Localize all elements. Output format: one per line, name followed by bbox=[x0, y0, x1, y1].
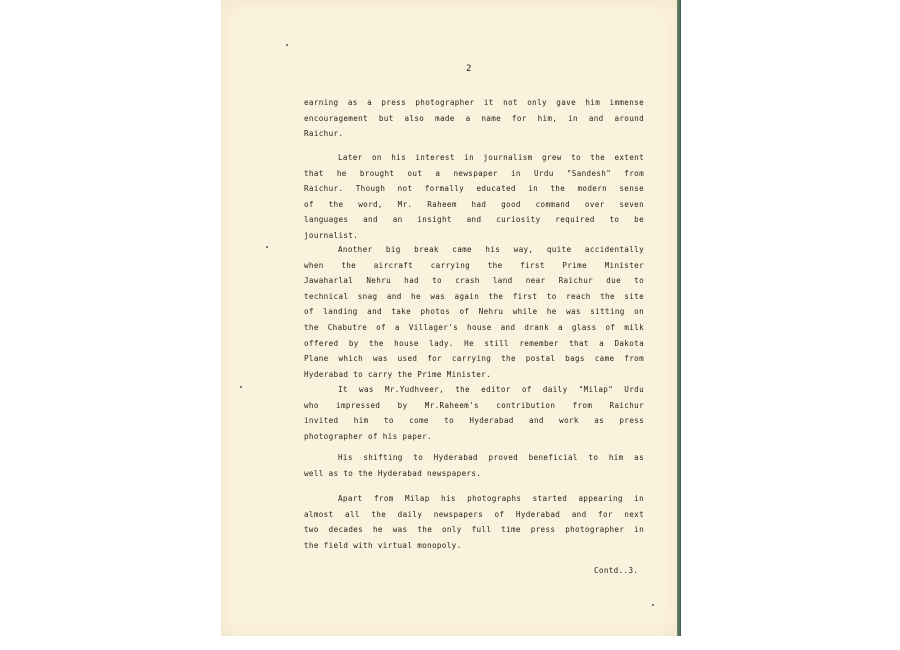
text-line: of landing and take photos of Nehru while he was sitting on bbox=[304, 307, 644, 317]
text-line: Hyderabad to carry the Prime Minister. bbox=[304, 369, 492, 379]
text-line: languages and an insight and curiosity required to be bbox=[304, 215, 644, 225]
text-line: Apart from Milap his photographs started appearing in bbox=[338, 494, 644, 503]
text-line: technical snag and he was again the first to reach the site bbox=[304, 291, 644, 301]
paragraph-6 bbox=[304, 491, 644, 553]
paragraph-5 bbox=[304, 450, 644, 481]
text-line: Plane which was used for carrying the postal bags came from bbox=[304, 354, 644, 364]
page-number: 2 bbox=[466, 64, 472, 74]
text-line: It was Mr.Yudhveer, the editor of daily "Milap" Urdu bbox=[338, 385, 644, 394]
text-line: two decades he was the only full time press photographer in bbox=[304, 525, 644, 535]
text-line: who impressed by Mr.Raheem's contribution from Raichur bbox=[304, 400, 644, 410]
scan-speck bbox=[652, 604, 654, 606]
text-line: earning as a press photographer it not only gave him immense bbox=[304, 98, 644, 107]
scan-speck bbox=[286, 44, 288, 46]
page-binding-edge bbox=[677, 0, 681, 636]
text-line: photographer of his paper. bbox=[304, 431, 432, 441]
text-line: well as to the Hyderabad newspapers. bbox=[304, 468, 482, 478]
text-line: Raichur. Though not formally educated in the modern sense bbox=[304, 184, 644, 194]
scan-speck bbox=[240, 386, 242, 388]
text-line: invited him to come to Hyderabad and work as press bbox=[304, 416, 644, 426]
text-line: the field with virtual monopoly. bbox=[304, 540, 462, 550]
text-line: journalist. bbox=[304, 230, 359, 240]
text-line: Another big break came his way, quite accidentally bbox=[338, 245, 644, 254]
text-line: Jawaharlal Nehru had to crash land near Raichur due to bbox=[304, 276, 644, 286]
text-line: His shifting to Hyderabad proved beneficial to him as bbox=[338, 453, 644, 462]
scan-speck bbox=[266, 246, 268, 248]
paragraph-2 bbox=[304, 150, 644, 244]
continuation-note: Contd..3. bbox=[594, 566, 639, 575]
text-line: Later on his interest in journalism grew to the extent bbox=[338, 153, 644, 162]
text-line: that he brought out a newspaper in Urdu "Sandesh" from bbox=[304, 168, 644, 178]
paragraph-1 bbox=[304, 95, 644, 142]
paragraph-4 bbox=[304, 382, 644, 444]
text-line: almost all the daily newspapers of Hyderabad and for next bbox=[304, 509, 644, 519]
text-line: Raichur. bbox=[304, 129, 344, 139]
text-line: offered by the house lady. He still remember that a Dakota bbox=[304, 338, 644, 348]
text-line: of the word, Mr. Raheem had good command over seven bbox=[304, 199, 644, 209]
text-line: when the aircraft carrying the first Prime Minister bbox=[304, 260, 644, 270]
text-line: encouragement but also made a name for him, in and around bbox=[304, 113, 644, 123]
text-line: the Chabutre of a Villager's house and drank a glass of milk bbox=[304, 322, 644, 332]
paragraph-3 bbox=[304, 242, 644, 382]
